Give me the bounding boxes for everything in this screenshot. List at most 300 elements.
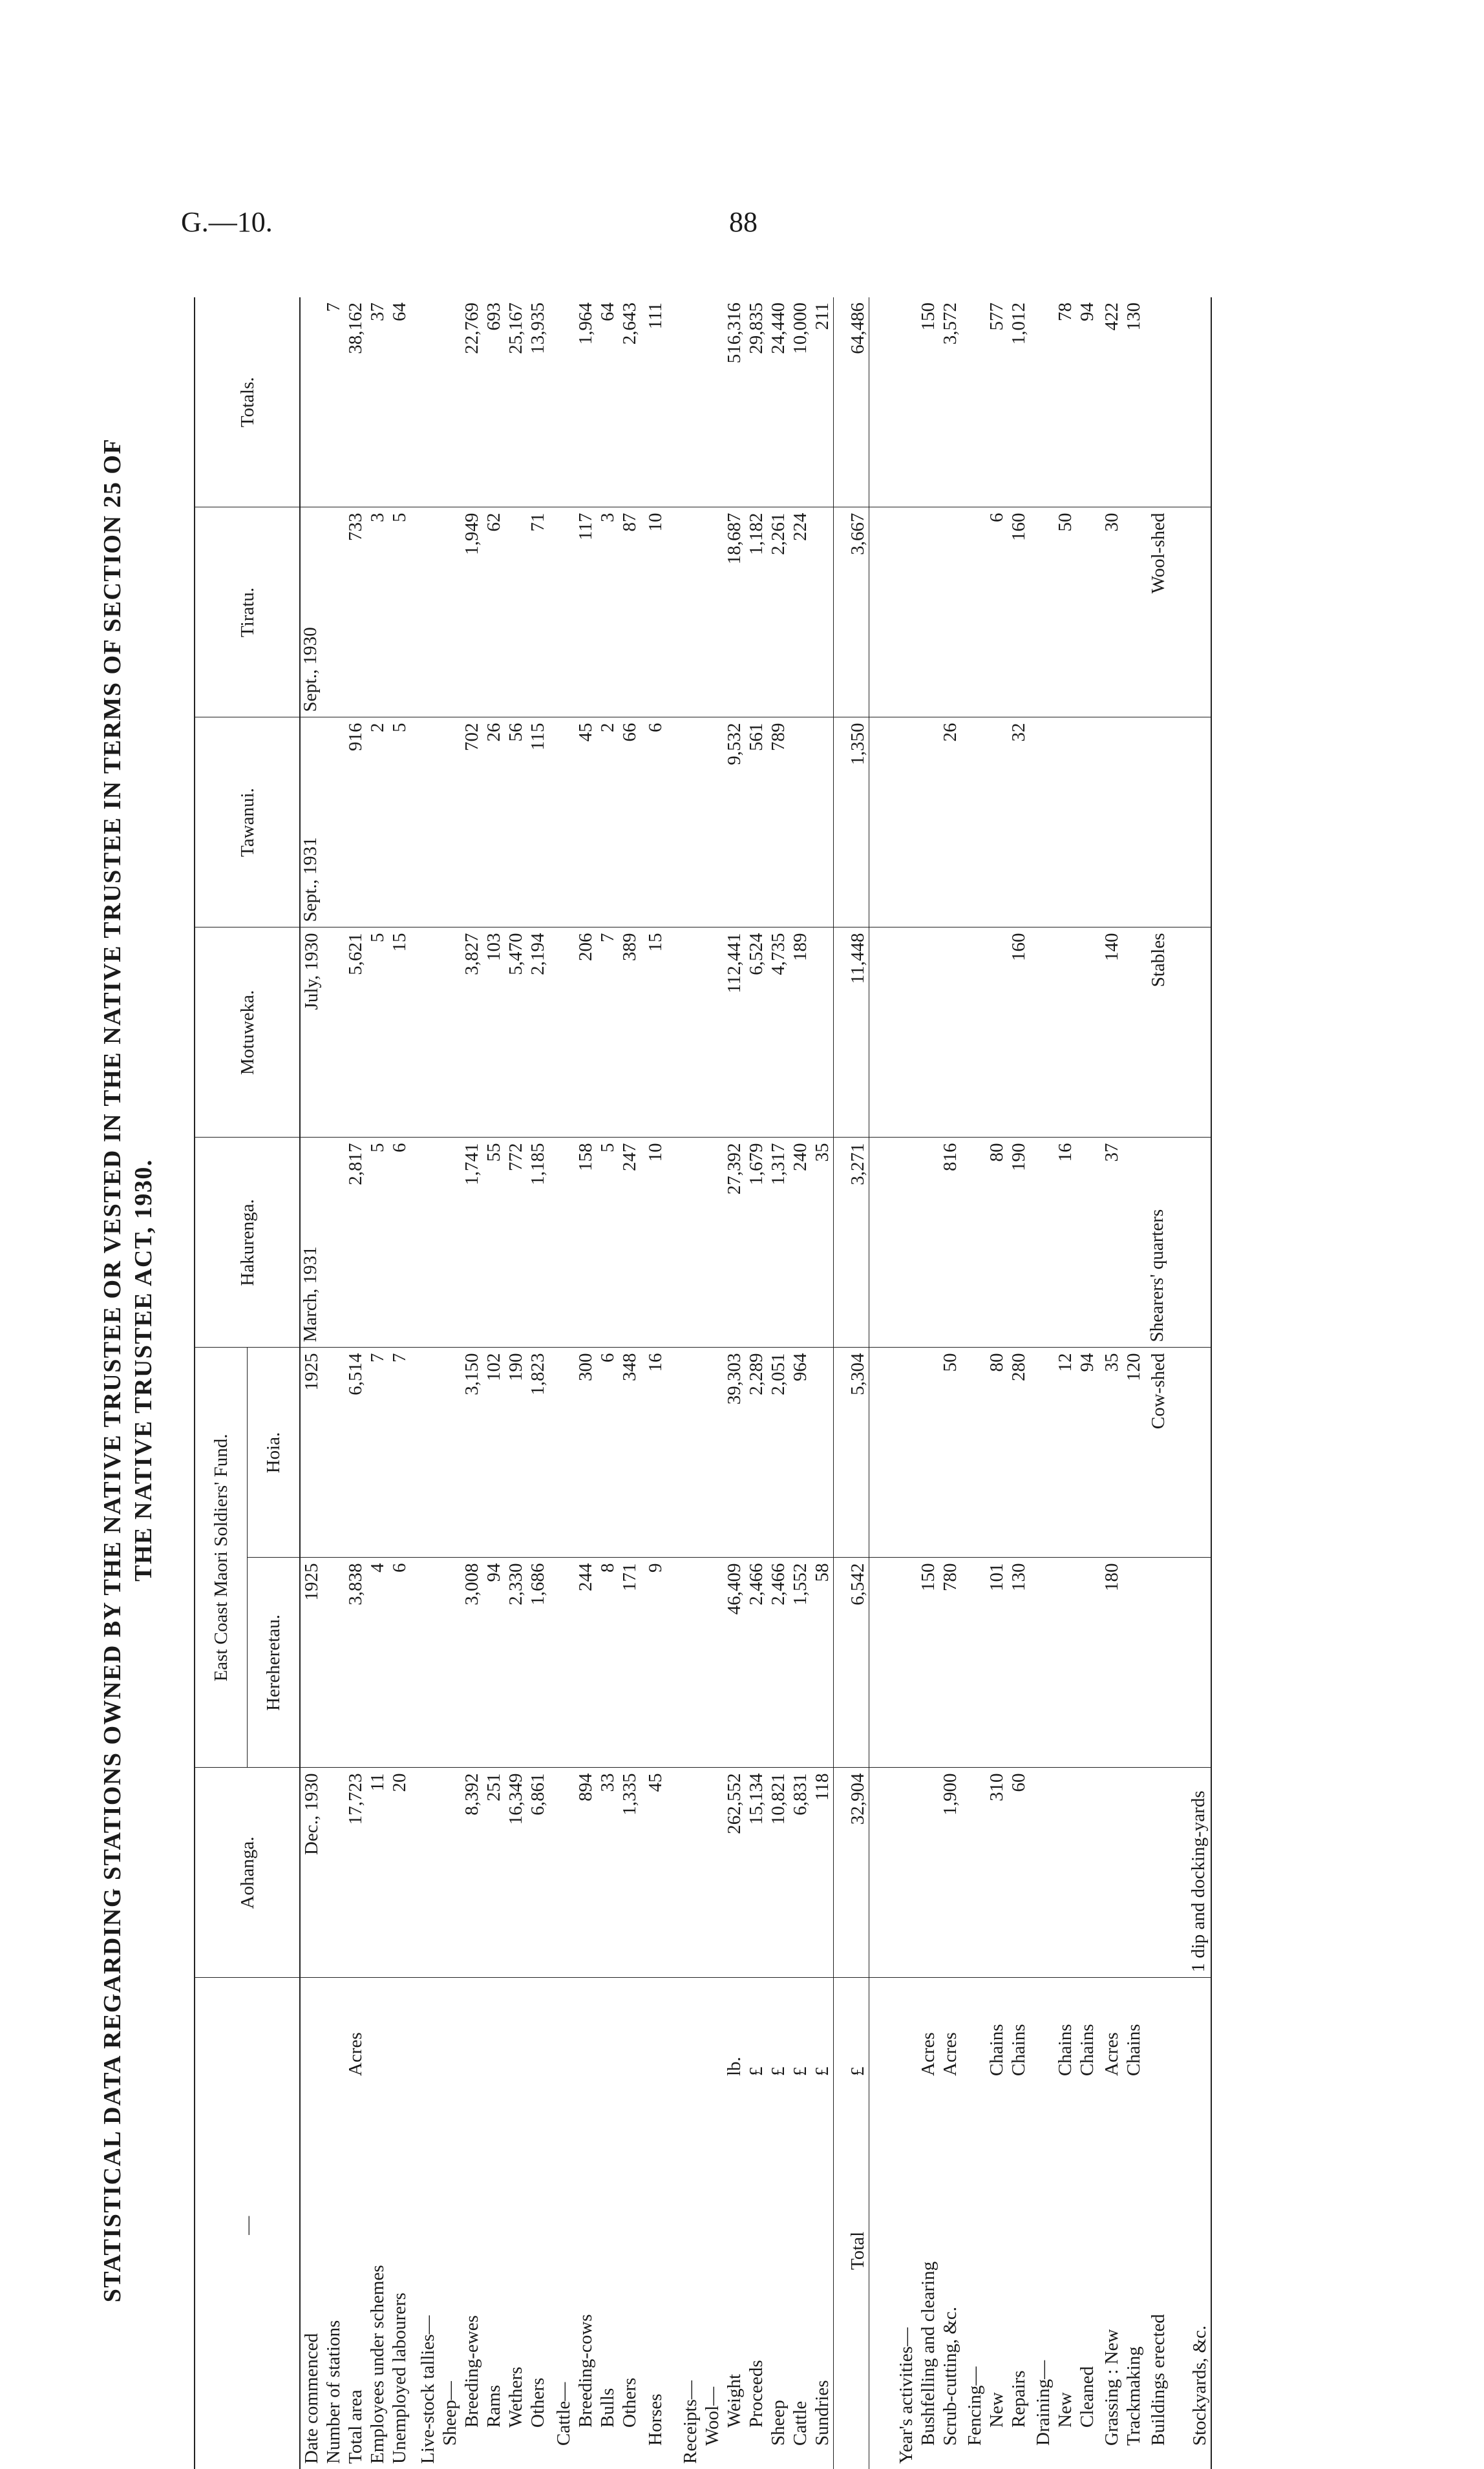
- row-unit: [300, 1978, 323, 2081]
- table-cell: [1145, 1558, 1169, 1768]
- table-row: [549, 297, 575, 2469]
- table-cell: 78: [1054, 297, 1076, 507]
- table-cell: [410, 717, 439, 927]
- row-label: Buildings erected: [1148, 2314, 1169, 2446]
- table-cell: 1925: [300, 1558, 323, 1768]
- table-cell: 26: [483, 717, 505, 927]
- table-cell: 6: [986, 507, 1008, 717]
- table-cell: 5,621: [344, 927, 366, 1138]
- table-cell: 80: [986, 1138, 1008, 1348]
- table-cell: [939, 927, 961, 1138]
- row-label: Wethers: [505, 2366, 526, 2428]
- table-cell: [439, 927, 461, 1138]
- table-cell: 33: [597, 1768, 619, 1978]
- table-cell: [549, 927, 575, 1138]
- table-cell: 11,448: [834, 927, 869, 1138]
- table-body: [300, 297, 1211, 2469]
- table-cell: 58: [811, 1558, 834, 1768]
- table-cell: 8: [597, 1558, 619, 1768]
- table-cell: 816: [939, 1138, 961, 1348]
- row-unit: Chains: [1055, 2024, 1076, 2076]
- table-cell: 16: [1054, 1138, 1076, 1348]
- table-row: [641, 297, 666, 2469]
- row-label: Stockyards, &c.: [1189, 2325, 1210, 2446]
- table-cell: 39,303: [723, 1348, 745, 1558]
- table-cell: 30: [1098, 507, 1123, 717]
- row-label: Unemployed labourers: [389, 2293, 410, 2464]
- table-cell: [701, 1348, 723, 1558]
- table-cell: [1030, 1348, 1054, 1558]
- table-row: [483, 297, 505, 2469]
- table-cell: 117: [575, 507, 597, 717]
- table-row: [961, 297, 986, 2469]
- table-cell: 3: [366, 507, 388, 717]
- table-cell: [549, 1348, 575, 1558]
- row-label-cell: [597, 2081, 619, 2469]
- table-cell: 7: [323, 297, 344, 507]
- table-row: [1008, 297, 1030, 2469]
- row-unit: [505, 1978, 527, 2081]
- table-cell: [789, 717, 811, 927]
- table-cell: [549, 1138, 575, 1348]
- table-row: [939, 297, 961, 2469]
- table-cell: [666, 297, 701, 507]
- table-cell: [961, 717, 986, 927]
- row-label-cell: [701, 2081, 723, 2469]
- table-cell: 2,261: [767, 507, 789, 717]
- row-unit: Chains: [1123, 2024, 1144, 2076]
- table-cell: [811, 1348, 834, 1558]
- table-cell: 9,532: [723, 717, 745, 927]
- row-unit: [549, 1978, 575, 2081]
- row-label-cell: [1076, 2081, 1098, 2469]
- table-cell: [323, 1138, 344, 1348]
- row-unit: [641, 1978, 666, 2081]
- table-cell: 1,552: [789, 1558, 811, 1768]
- table-cell: [961, 1768, 986, 1978]
- row-unit: lb.: [724, 2057, 745, 2076]
- table-cell: [666, 927, 701, 1138]
- row-label-cell: [811, 2081, 834, 2469]
- table-cell: [1098, 1768, 1123, 1978]
- table-cell: 50: [1054, 507, 1076, 717]
- table-cell: [1169, 1558, 1211, 1768]
- table-cell: 64,486: [834, 297, 869, 507]
- table-cell: 101: [986, 1558, 1008, 1768]
- table-cell: 3,827: [461, 927, 483, 1138]
- statistics-table: [194, 297, 1212, 2469]
- table-cell: [1169, 1138, 1211, 1348]
- table-cell: 244: [575, 1558, 597, 1768]
- table-row: [701, 297, 723, 2469]
- table-cell: 693: [483, 297, 505, 507]
- table-cell: [1169, 717, 1211, 927]
- row-unit: [410, 1978, 439, 2081]
- row-unit: [388, 1978, 410, 2081]
- table-cell: 35: [1098, 1348, 1123, 1558]
- page-reference: G.—10.: [181, 206, 273, 238]
- table-row: [300, 297, 323, 2469]
- table-title-line-2: THE NATIVE TRUSTEE ACT, 1930.: [130, 1159, 157, 1582]
- row-label: Live-stock tallies—: [418, 2315, 438, 2464]
- table-cell: 2,289: [745, 1348, 767, 1558]
- row-label: Receipts—: [680, 2380, 701, 2464]
- table-cell: 62: [483, 507, 505, 717]
- row-label-cell: [1030, 2081, 1054, 2469]
- table-cell: 26: [939, 717, 961, 927]
- table-cell: 772: [505, 1138, 527, 1348]
- table-cell: 2,194: [527, 927, 549, 1138]
- table-cell: [1123, 1768, 1145, 1978]
- table-cell: Sept., 1930: [300, 507, 323, 717]
- table-row: [917, 297, 939, 2469]
- table-row: [1123, 297, 1145, 2469]
- table-cell: 6,514: [344, 1348, 366, 1558]
- table-cell: Sept., 1931: [300, 717, 323, 927]
- table-cell: 6,524: [745, 927, 767, 1138]
- table-cell: [961, 297, 986, 507]
- row-unit: [961, 1978, 986, 2081]
- table-cell: [701, 1558, 723, 1768]
- table-cell: 3,572: [939, 297, 961, 507]
- table-row: [1169, 297, 1211, 2469]
- table-cell: 240: [789, 1138, 811, 1348]
- table-cell: 6: [388, 1138, 410, 1348]
- header-hoia: Hoia.: [248, 1348, 301, 1558]
- table-cell: 1,350: [834, 717, 869, 927]
- table-cell: 189: [789, 927, 811, 1138]
- row-label-cell: [505, 2081, 527, 2469]
- row-label-cell: [723, 2081, 745, 2469]
- table-cell: 111: [641, 297, 666, 507]
- table-cell: 5: [366, 927, 388, 1138]
- row-label: Employees under schemes: [367, 2265, 388, 2464]
- table-cell: 16: [641, 1348, 666, 1558]
- table-row: [745, 297, 767, 2469]
- table-cell: [917, 927, 939, 1138]
- table-cell: 2: [597, 717, 619, 927]
- row-label-cell: [388, 2081, 410, 2469]
- table-cell: 94: [1076, 297, 1098, 507]
- row-label-cell: [366, 2081, 388, 2469]
- table-cell: [1054, 717, 1076, 927]
- table-cell: 32,904: [834, 1768, 869, 1978]
- table-cell: 1,949: [461, 507, 483, 717]
- table-cell: [869, 1138, 918, 1348]
- table-cell: [869, 1768, 918, 1978]
- row-unit: Acres: [345, 2032, 366, 2076]
- table-cell: 5: [388, 717, 410, 927]
- table-cell: 22,769: [461, 297, 483, 507]
- table-cell: 5,304: [834, 1348, 869, 1558]
- table-cell: [439, 507, 461, 717]
- row-label: Repairs: [1008, 2370, 1029, 2428]
- row-unit: [869, 1978, 918, 2081]
- row-label: Bushfelling and clearing: [918, 2261, 938, 2446]
- table-row: [1098, 297, 1123, 2469]
- row-label-cell: [527, 2081, 549, 2469]
- table-cell: 190: [505, 1348, 527, 1558]
- table-cell: [1054, 1558, 1076, 1768]
- row-label: Others: [527, 2377, 548, 2428]
- table-cell: [1030, 927, 1054, 1138]
- table-cell: 15,134: [745, 1768, 767, 1978]
- table-cell: [1169, 297, 1211, 507]
- table-row: [439, 297, 461, 2469]
- table-cell: [701, 717, 723, 927]
- table-row: [323, 297, 344, 2469]
- table-cell: 56: [505, 717, 527, 927]
- table-cell: 32: [1008, 717, 1030, 927]
- table-cell: 103: [483, 927, 505, 1138]
- table-cell: [961, 507, 986, 717]
- row-unit: [575, 1978, 597, 2081]
- table-cell: 46,409: [723, 1558, 745, 1768]
- table-cell: 18,687: [723, 507, 745, 717]
- table-cell: 310: [986, 1768, 1008, 1978]
- table-cell: [917, 1138, 939, 1348]
- table-row: [505, 297, 527, 2469]
- table-cell: 6,861: [527, 1768, 549, 1978]
- table-cell: [961, 927, 986, 1138]
- row-unit: £: [768, 2066, 789, 2076]
- row-unit: Chains: [1077, 2024, 1097, 2076]
- table-cell: [410, 507, 439, 717]
- row-label: Weight: [724, 2373, 745, 2428]
- table-cell: [666, 1348, 701, 1558]
- table-cell: [961, 1348, 986, 1558]
- table-cell: 964: [789, 1348, 811, 1558]
- row-label: Year's activities—: [896, 2327, 917, 2464]
- table-cell: 2,466: [745, 1558, 767, 1768]
- table-cell: [410, 297, 439, 507]
- table-cell: 16,349: [505, 1768, 527, 1978]
- table-cell: [439, 1138, 461, 1348]
- table-cell: Dec., 1930: [300, 1768, 323, 1978]
- table-row: [986, 297, 1008, 2469]
- table-cell: 2,817: [344, 1138, 366, 1348]
- row-label: Draining—: [1033, 2360, 1054, 2446]
- header-hereheretau: Hereheretau.: [248, 1558, 301, 1768]
- table-cell: 1,185: [527, 1138, 549, 1348]
- table-cell: 300: [575, 1348, 597, 1558]
- table-cell: 7: [388, 1348, 410, 1558]
- table-cell: 130: [1008, 1558, 1030, 1768]
- table-cell: 10: [641, 507, 666, 717]
- table-cell: [1030, 1138, 1054, 1348]
- row-unit: Acres: [940, 2032, 960, 2076]
- table-cell: [869, 507, 918, 717]
- row-label-cell: [745, 2081, 767, 2469]
- row-unit: Chains: [986, 2024, 1007, 2076]
- row-label: Total area: [345, 2390, 366, 2464]
- table-cell: [939, 507, 961, 717]
- table-cell: 1925: [300, 1348, 323, 1558]
- row-label-cell: [323, 2081, 344, 2469]
- table-cell: July, 1930: [300, 927, 323, 1138]
- table-row: [767, 297, 789, 2469]
- table-cell: 224: [789, 507, 811, 717]
- table-cell: 4: [366, 1558, 388, 1768]
- table-cell: [1169, 1348, 1211, 1558]
- table-cell: [549, 507, 575, 717]
- table-cell: [666, 717, 701, 927]
- table-cell: [869, 297, 918, 507]
- table-cell: [961, 1138, 986, 1348]
- table-cell: [1169, 507, 1211, 717]
- row-label-cell: [461, 2081, 483, 2469]
- table-cell: 1,686: [527, 1558, 549, 1768]
- table-cell: 160: [1008, 927, 1030, 1138]
- table-cell: [1030, 1768, 1054, 1978]
- table-cell: 45: [641, 1768, 666, 1978]
- header-group-east-coast: East Coast Maori Soldiers' Fund.: [195, 1348, 248, 1768]
- table-cell: Stables: [1145, 927, 1169, 1138]
- row-label-cell: [767, 2081, 789, 2469]
- table-cell: [869, 927, 918, 1138]
- row-unit: [701, 1978, 723, 2081]
- table-cell: 20: [388, 1768, 410, 1978]
- table-cell: [1030, 297, 1054, 507]
- table-cell: 115: [527, 717, 549, 927]
- row-label: Date commenced: [301, 2333, 322, 2464]
- table-cell: 150: [917, 1558, 939, 1768]
- table-cell: 2,330: [505, 1558, 527, 1768]
- table-cell: [410, 1138, 439, 1348]
- table-cell: 348: [619, 1348, 641, 1558]
- row-label: Fencing—: [964, 2366, 985, 2446]
- table-cell: [1054, 1768, 1076, 1978]
- row-unit: [323, 1978, 344, 2081]
- row-label-cell: [410, 2081, 439, 2469]
- table-cell: [505, 507, 527, 717]
- table-cell: 6,542: [834, 1558, 869, 1768]
- table-cell: [1076, 927, 1098, 1138]
- table-cell: [410, 1768, 439, 1978]
- header-aohanga: Aohanga.: [195, 1768, 300, 1978]
- header-totals: Totals.: [195, 297, 300, 507]
- table-cell: 37: [366, 297, 388, 507]
- table-cell: 24,440: [767, 297, 789, 507]
- table-row: [1030, 297, 1054, 2469]
- table-cell: [917, 717, 939, 927]
- row-label: Others: [619, 2377, 640, 2428]
- table-cell: [701, 927, 723, 1138]
- table-cell: [986, 927, 1008, 1138]
- row-label-cell: [344, 2081, 366, 2469]
- table-cell: 5,470: [505, 927, 527, 1138]
- table-cell: 577: [986, 297, 1008, 507]
- row-label-cell: [834, 2081, 869, 2469]
- table-cell: [1030, 507, 1054, 717]
- table-cell: 3,008: [461, 1558, 483, 1768]
- table-cell: 160: [1008, 507, 1030, 717]
- row-unit: [366, 1978, 388, 2081]
- row-label-cell: [917, 2081, 939, 2469]
- page-number: 88: [729, 206, 758, 238]
- row-unit: [461, 1978, 483, 2081]
- table-cell: [961, 1558, 986, 1768]
- table-cell: 9: [641, 1558, 666, 1768]
- table-cell: [917, 1348, 939, 1558]
- table-cell: 50: [939, 1348, 961, 1558]
- row-label-cell: [549, 2081, 575, 2469]
- row-label-cell: [439, 2081, 461, 2469]
- table-cell: 2: [366, 717, 388, 927]
- row-unit: Chains: [1008, 2024, 1029, 2076]
- table-cell: Cow-shed: [1145, 1348, 1169, 1558]
- table-cell: 3,667: [834, 507, 869, 717]
- table-cell: [1169, 927, 1211, 1138]
- table-cell: 211: [811, 297, 834, 507]
- row-label: Cattle—: [553, 2382, 574, 2446]
- row-unit: Acres: [1101, 2032, 1122, 2076]
- row-unit: £: [790, 2066, 811, 2076]
- table-cell: [300, 297, 323, 507]
- header-motuweka: Motuweka.: [195, 927, 300, 1138]
- table-cell: 1,741: [461, 1138, 483, 1348]
- table-cell: 171: [619, 1558, 641, 1768]
- table-cell: March, 1931: [300, 1138, 323, 1348]
- table-cell: 5: [366, 1138, 388, 1348]
- table-cell: 280: [1008, 1348, 1030, 1558]
- table-cell: [917, 1768, 939, 1978]
- table-cell: [549, 1768, 575, 1978]
- row-unit: [1030, 1978, 1054, 2081]
- table-cell: [1098, 717, 1123, 927]
- row-unit: [527, 1978, 549, 2081]
- table-cell: [439, 1768, 461, 1978]
- table-cell: 5: [597, 1138, 619, 1348]
- table-cell: [1076, 717, 1098, 927]
- table-cell: [1123, 717, 1145, 927]
- table-cell: 2,643: [619, 297, 641, 507]
- table-cell: 422: [1098, 297, 1123, 507]
- table-cell: [439, 1348, 461, 1558]
- table-cell: 247: [619, 1138, 641, 1348]
- table-cell: [986, 717, 1008, 927]
- row-unit: £: [834, 1978, 869, 2081]
- table-cell: [666, 1138, 701, 1348]
- table-cell: [323, 1348, 344, 1558]
- table-cell: [1030, 717, 1054, 927]
- table-cell: 94: [1076, 1348, 1098, 1558]
- row-label-cell: [869, 2081, 918, 2469]
- row-label-cell: [1145, 2081, 1169, 2469]
- row-label: Total: [847, 2231, 868, 2270]
- header-tawanui: Tawanui.: [195, 717, 300, 927]
- row-label-cell: [575, 2081, 597, 2469]
- row-label-cell: [666, 2081, 701, 2469]
- row-label: Wool—: [702, 2386, 723, 2446]
- row-unit: [483, 1978, 505, 2081]
- table-row: [410, 297, 439, 2469]
- table-cell: 37: [1098, 1138, 1123, 1348]
- table-cell: 94: [483, 1558, 505, 1768]
- table-cell: 80: [986, 1348, 1008, 1558]
- table-row: [388, 297, 410, 2469]
- table-row: [527, 297, 549, 2469]
- table-cell: 1,823: [527, 1348, 549, 1558]
- row-label: Rams: [483, 2384, 504, 2428]
- table-cell: 6: [597, 1348, 619, 1558]
- table-cell: 389: [619, 927, 641, 1138]
- table-cell: 87: [619, 507, 641, 717]
- table-cell: 130: [1123, 297, 1145, 507]
- table-cell: [1076, 1558, 1098, 1768]
- table-cell: 112,441: [723, 927, 745, 1138]
- table-cell: 3,271: [834, 1138, 869, 1348]
